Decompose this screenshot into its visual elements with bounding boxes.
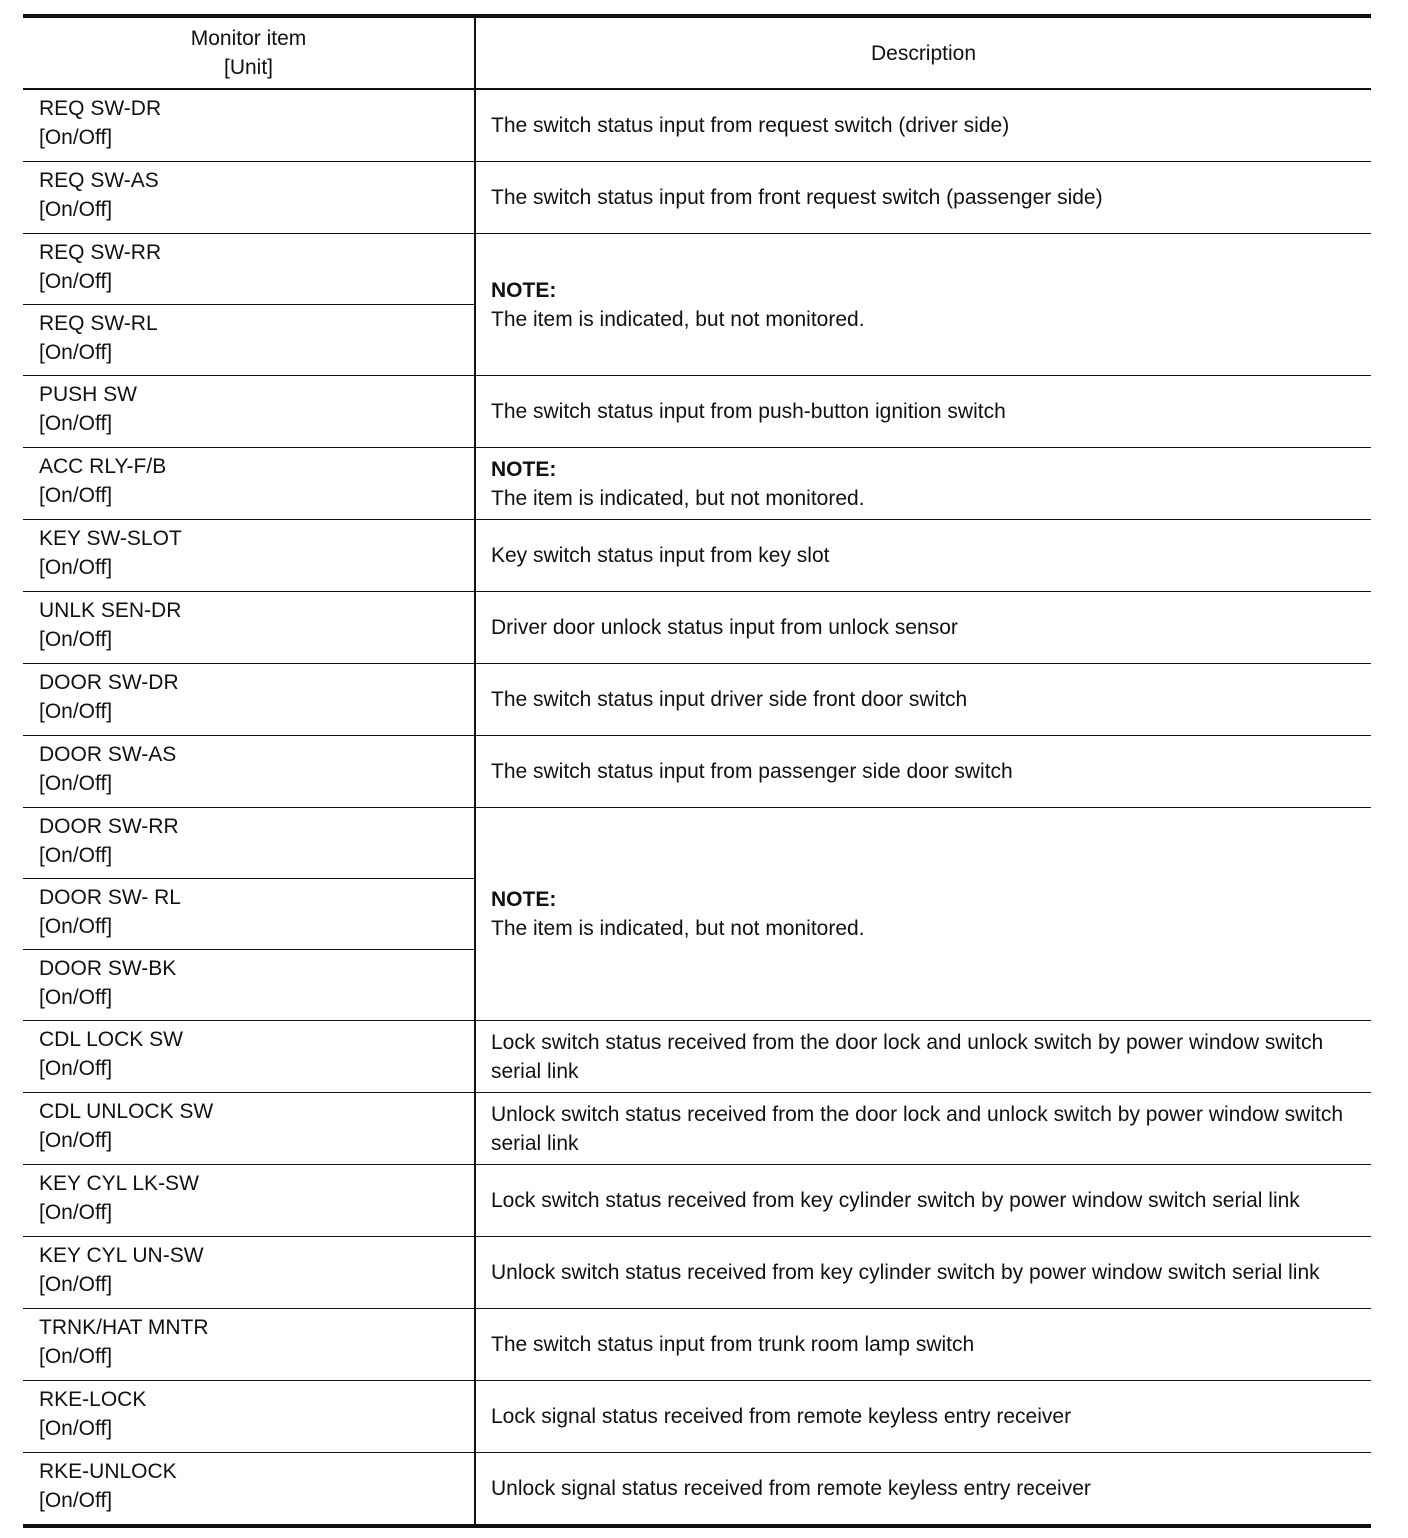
monitor-item-cell: [23, 736, 475, 808]
description-cell-note: [475, 234, 1371, 376]
monitor-item-cell: [23, 448, 475, 520]
description-cell: Unlock signal status received from remote keyless entry receiver: [475, 1453, 1371, 1527]
description-cell: Lock signal status received from remote keyless entry receiver: [475, 1381, 1371, 1453]
monitor-item-cell: [23, 89, 475, 162]
header-item-label: Monitor item: [190, 27, 307, 50]
item-unit: [On/Off]: [39, 1417, 113, 1440]
description-cell: Lock switch status received from key cylinder switch by power window switch serial link: [475, 1165, 1371, 1237]
description-cell: Lock switch status received from the door lock and unlock switch by power window switch serial link: [475, 1021, 1371, 1093]
table-row: [23, 1237, 1371, 1309]
item-name: REQ SW-RL: [39, 312, 158, 335]
description-cell: The switch status input from request switch (driver side): [475, 89, 1371, 162]
table-row: [23, 1021, 1371, 1093]
table-row: [23, 1165, 1371, 1237]
monitor-item-cell: [23, 1237, 475, 1309]
item-unit: [On/Off]: [39, 1273, 113, 1296]
item-unit: [On/Off]: [39, 126, 113, 149]
description-cell-note: [475, 448, 1371, 520]
table-row: [23, 592, 1371, 664]
table-row: [23, 162, 1371, 234]
note-text: The item is indicated, but not monitored.: [491, 307, 865, 331]
table-row: [23, 664, 1371, 736]
table-row: [23, 448, 1371, 520]
item-name: KEY SW-SLOT: [39, 527, 182, 550]
monitor-item-table: [23, 14, 1371, 1528]
table-row: [23, 808, 1371, 879]
description-cell: Unlock switch status received from key cylinder switch by power window switch serial link: [475, 1237, 1371, 1309]
description-cell: The switch status input from trunk room lamp switch: [475, 1309, 1371, 1381]
monitor-item-cell: [23, 1021, 475, 1093]
monitor-item-cell: [23, 879, 475, 950]
item-name: CDL UNLOCK SW: [39, 1100, 214, 1123]
item-name: RKE-LOCK: [39, 1388, 147, 1411]
item-unit: [On/Off]: [39, 1129, 113, 1152]
item-unit: [On/Off]: [39, 915, 113, 938]
item-name: PUSH SW: [39, 383, 138, 406]
monitor-item-cell: [23, 1453, 475, 1527]
monitor-item-cell: [23, 520, 475, 592]
item-unit: [On/Off]: [39, 700, 113, 723]
table-row: [23, 736, 1371, 808]
item-name: KEY CYL UN-SW: [39, 1244, 204, 1267]
note-text: The item is indicated, but not monitored.: [491, 486, 865, 510]
monitor-item-cell: [23, 592, 475, 664]
item-unit: [On/Off]: [39, 628, 113, 651]
column-header-description: Description: [475, 16, 1371, 89]
monitor-item-cell: [23, 1381, 475, 1453]
item-name: RKE-UNLOCK: [39, 1460, 177, 1483]
description-cell: The switch status input driver side front door switch: [475, 664, 1371, 736]
description-cell-note: [475, 808, 1371, 1021]
monitor-item-cell: [23, 950, 475, 1021]
monitor-item-cell: [23, 1093, 475, 1165]
description-cell: Driver door unlock status input from unlock sensor: [475, 592, 1371, 664]
table-row: [23, 234, 1371, 305]
item-name: CDL LOCK SW: [39, 1028, 183, 1051]
item-name: REQ SW-AS: [39, 169, 159, 192]
description-cell: The switch status input from push-button ignition switch: [475, 376, 1371, 448]
table-header-row: [23, 16, 1371, 89]
item-name: DOOR SW-AS: [39, 743, 177, 766]
item-name: UNLK SEN-DR: [39, 599, 182, 622]
item-unit: [On/Off]: [39, 1057, 113, 1080]
item-unit: [On/Off]: [39, 1201, 113, 1224]
item-unit: [On/Off]: [39, 772, 113, 795]
item-unit: [On/Off]: [39, 986, 113, 1009]
column-header-monitor-item: [23, 16, 475, 89]
item-unit: [On/Off]: [39, 341, 113, 364]
item-unit: [On/Off]: [39, 1489, 113, 1512]
monitor-item-cell: [23, 234, 475, 305]
item-name: KEY CYL LK-SW: [39, 1172, 199, 1195]
monitor-item-cell: [23, 664, 475, 736]
description-cell: Key switch status input from key slot: [475, 520, 1371, 592]
description-cell: Unlock switch status received from the door lock and unlock switch by power window switch serial link: [475, 1093, 1371, 1165]
item-name: DOOR SW-BK: [39, 957, 177, 980]
table-row: [23, 89, 1371, 162]
monitor-item-cell: [23, 1309, 475, 1381]
item-unit: [On/Off]: [39, 844, 113, 867]
item-unit: [On/Off]: [39, 412, 113, 435]
item-unit: [On/Off]: [39, 484, 113, 507]
table-row: [23, 1309, 1371, 1381]
item-name: DOOR SW-DR: [39, 671, 179, 694]
item-unit: [On/Off]: [39, 556, 113, 579]
monitor-item-cell: [23, 162, 475, 234]
item-name: DOOR SW-RR: [39, 815, 179, 838]
note-label: NOTE:: [491, 278, 557, 302]
table-row: [23, 376, 1371, 448]
header-unit-label: [Unit]: [223, 56, 273, 79]
table-row: [23, 1453, 1371, 1527]
note-label: NOTE:: [491, 457, 557, 481]
item-unit: [On/Off]: [39, 198, 113, 221]
item-name: REQ SW-DR: [39, 97, 162, 120]
description-cell: The switch status input from front request switch (passenger side): [475, 162, 1371, 234]
monitor-item-cell: [23, 808, 475, 879]
table-row: [23, 1093, 1371, 1165]
monitor-item-cell: [23, 1165, 475, 1237]
note-label: NOTE:: [491, 888, 557, 911]
description-cell: The switch status input from passenger side door switch: [475, 736, 1371, 808]
table-row: [23, 520, 1371, 592]
item-name: REQ SW-RR: [39, 241, 162, 264]
item-name: TRNK/HAT MNTR: [39, 1316, 209, 1339]
item-name: DOOR SW- RL: [39, 886, 181, 909]
item-unit: [On/Off]: [39, 270, 113, 293]
item-name: ACC RLY-F/B: [39, 455, 167, 478]
note-text: The item is indicated, but not monitored.: [491, 917, 865, 940]
table-row: [23, 1381, 1371, 1453]
item-unit: [On/Off]: [39, 1345, 113, 1368]
monitor-item-cell: [23, 305, 475, 376]
monitor-item-cell: [23, 376, 475, 448]
